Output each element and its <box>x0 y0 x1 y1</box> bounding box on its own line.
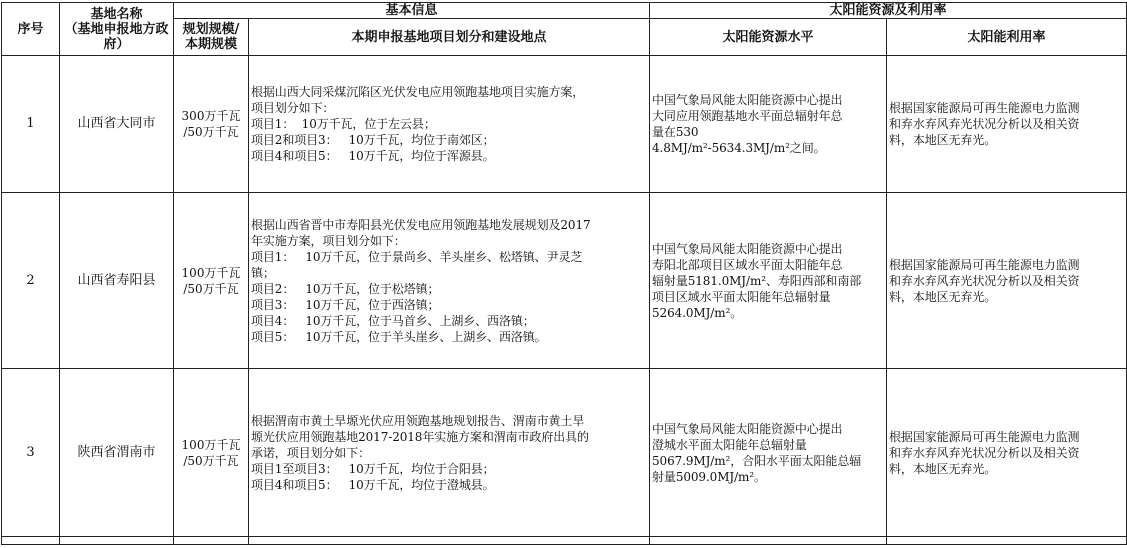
header-project-division: 本期申报基地项目划分和建设地点 <box>249 19 650 56</box>
empty-cell <box>887 537 1127 545</box>
header-seq: 序号 <box>2 3 60 56</box>
empty-cell <box>650 537 887 545</box>
row-base-name: 山西省寿阳县 <box>60 193 174 369</box>
resource-line: 4.8MJ/m²-5634.3MJ/m²之间。 <box>652 141 826 155</box>
row-base-name: 山西省大同市 <box>60 56 174 193</box>
resource-line: 5264.0MJ/m²。 <box>652 305 743 320</box>
division-line: 承诺，项目划分如下： <box>251 445 371 460</box>
division-line: 根据渭南市黄土旱塬光伏应用领跑基地规划报告、渭南市黄土旱 <box>251 413 585 428</box>
table-row <box>2 193 1127 369</box>
header-base-name-line: 基地名称 <box>90 6 143 22</box>
row-seq: 2 <box>2 193 60 369</box>
division-line: 项目1： 10万千瓦，位于景尚乡、羊头崖乡、松塔镇、尹灵芝 <box>251 249 583 264</box>
utilization-line: 和弃水弃风弃光状况分析以及相关资 <box>889 273 1080 288</box>
row-division <box>249 56 650 193</box>
header-basic-info: 基本信息 <box>174 3 650 19</box>
utilization-line: 料，本地区无弃光。 <box>889 461 997 476</box>
header-solar-level: 太阳能资源水平 <box>650 19 887 56</box>
row-division <box>249 193 650 369</box>
row-base-name: 陕西省渭南市 <box>60 369 174 537</box>
row-resource <box>650 193 887 369</box>
scale-line: /50万千瓦 <box>183 125 239 139</box>
row-scale <box>174 56 249 193</box>
row-utilization <box>887 56 1127 193</box>
scale-line: 300万千瓦 <box>181 109 241 123</box>
utilization-line: 根据国家能源局可再生能源电力监测 <box>889 101 1080 115</box>
scale-line: /50万千瓦 <box>183 281 239 296</box>
division-line: 根据山西大同采煤沉陷区光伏发电应用领跑基地项目实施方案， <box>251 85 585 99</box>
row-utilization <box>887 369 1127 537</box>
division-line: 项目5： 10万千瓦，位于羊头崖乡、上湖乡、西洛镇。 <box>251 329 547 344</box>
resource-line: 寿阳北部项目区域水平面太阳能年总 <box>652 257 843 272</box>
division-line: 项目4和项目5： 10万千瓦，均位于澄城县。 <box>251 477 495 492</box>
table-row-partial <box>2 537 1127 545</box>
division-line: 塬光伏应用领跑基地2017-2018年实施方案和渭南市政府出具的 <box>251 429 589 444</box>
division-line: 项目4和项目5： 10万千瓦，均位于浑源县。 <box>251 149 495 163</box>
header-base-name <box>60 3 174 56</box>
utilization-line: 和弃水弃风弃光状况分析以及相关资 <box>889 117 1080 131</box>
header-row-1 <box>2 3 1127 19</box>
row-division <box>249 369 650 537</box>
division-line: 年实施方案，项目划分如下： <box>251 233 406 248</box>
utilization-line: 和弃水弃风弃光状况分析以及相关资 <box>889 445 1080 460</box>
resource-line: 澄城水平面太阳能年总辐射量 <box>652 437 807 452</box>
utilization-line: 根据国家能源局可再生能源电力监测 <box>889 429 1080 444</box>
division-line: 项目2： 10万千瓦，位于松塔镇； <box>251 281 440 296</box>
utilization-line: 料，本地区无弃光。 <box>889 133 997 147</box>
empty-cell <box>249 537 650 545</box>
scale-line: /50万千瓦 <box>183 453 239 468</box>
row-scale <box>174 369 249 537</box>
row-resource <box>650 56 887 193</box>
resource-line: 中国气象局风能太阳能资源中心提出 <box>652 93 843 107</box>
header-base-name-line: （基地申报地方政 <box>64 21 169 37</box>
table-row <box>2 56 1127 193</box>
solar-base-table <box>1 2 1127 545</box>
division-line: 项目1： 10万千瓦，位于左云县； <box>251 117 436 131</box>
empty-cell <box>2 537 60 545</box>
division-line: 项目划分如下： <box>251 101 335 115</box>
division-line: 镇； <box>251 265 275 280</box>
header-solar-utilization: 太阳能利用率 <box>887 19 1127 56</box>
row-scale <box>174 193 249 369</box>
resource-line: 5067.9MJ/m²，合阳水平面太阳能总辐 <box>652 453 862 468</box>
row-utilization <box>887 193 1127 369</box>
header-base-name-line: 府） <box>103 36 130 52</box>
scale-line: 100万千瓦 <box>181 265 241 280</box>
resource-line: 射量5009.0MJ/m²。 <box>652 469 766 484</box>
resource-line: 中国气象局风能太阳能资源中心提出 <box>652 421 843 436</box>
row-seq: 1 <box>2 56 60 193</box>
utilization-line: 根据国家能源局可再生能源电力监测 <box>889 257 1080 272</box>
row-seq: 3 <box>2 369 60 537</box>
resource-line: 大同应用领跑基地水平面总辐射年总 <box>652 109 843 123</box>
division-line: 根据山西省晋中市寿阳县光伏发电应用领跑基地发展规划及2017 <box>251 217 591 232</box>
resource-line: 项目区域水平面太阳能年总辐射量 <box>652 289 831 304</box>
table-row <box>2 369 1127 537</box>
header-scale <box>174 19 249 56</box>
division-line: 项目3： 10万千瓦，位于西洛镇； <box>251 297 440 312</box>
header-solar-group: 太阳能资源及利用率 <box>650 3 1127 19</box>
division-line: 项目4： 10万千瓦，位于马首乡、上湖乡、西洛镇； <box>251 313 535 328</box>
scale-line: 100万千瓦 <box>181 437 241 452</box>
header-scale-line: 规划规模/ <box>182 22 240 37</box>
resource-line: 量在530 <box>652 125 699 139</box>
row-resource <box>650 369 887 537</box>
empty-cell <box>174 537 249 545</box>
resource-line: 辐射量5181.0MJ/m²、寿阳西部和南部 <box>652 273 862 288</box>
resource-line: 中国气象局风能太阳能资源中心提出 <box>652 241 843 256</box>
division-line: 项目2和项目3： 10万千瓦，均位于南郊区； <box>251 133 495 147</box>
header-scale-line: 本期规模 <box>184 37 237 52</box>
utilization-line: 料，本地区无弃光。 <box>889 289 997 304</box>
division-line: 项目1至项目3： 10万千瓦，均位于合阳县； <box>251 461 495 476</box>
empty-cell <box>60 537 174 545</box>
